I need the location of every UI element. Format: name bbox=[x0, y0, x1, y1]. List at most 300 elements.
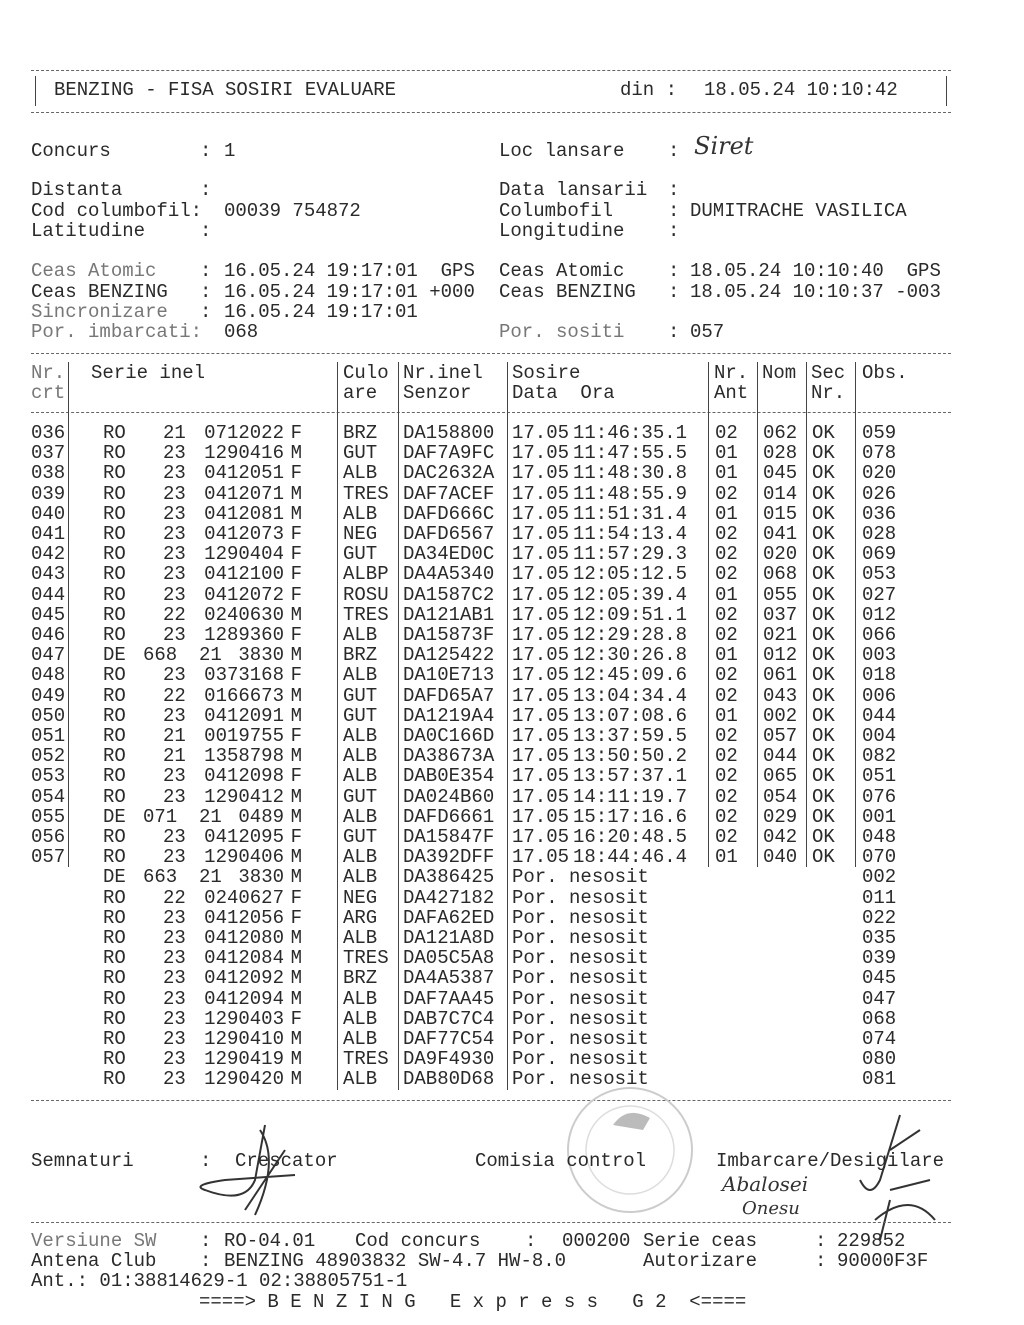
cell-ring-number: 1290410 bbox=[204, 1028, 284, 1050]
cell-sec-nr: OK bbox=[812, 725, 835, 747]
cell-ora: 11:48:55.9 bbox=[573, 482, 688, 505]
cell-sex: M bbox=[290, 866, 302, 889]
cell-ring-number: 1290419 bbox=[204, 1048, 284, 1071]
cell-country: RO bbox=[103, 826, 126, 848]
cell-data: 17.05 bbox=[512, 523, 570, 545]
cell-senzor: DA125422 bbox=[403, 644, 495, 667]
cell-sec-nr: OK bbox=[812, 745, 835, 768]
cell-culoare: ROSU bbox=[343, 583, 389, 606]
header-sec-2: Nr. bbox=[811, 382, 846, 404]
cell-senzor: DA121AB1 bbox=[403, 603, 495, 626]
cell-nr-ant: 02 bbox=[715, 826, 738, 848]
cell-data: 17.05 bbox=[512, 846, 570, 869]
cell-nom: 040 bbox=[763, 846, 798, 869]
cell-ring-number: 0412080 bbox=[204, 927, 284, 949]
autorizare-value: 90000F3F bbox=[837, 1250, 929, 1272]
header-obs: Obs. bbox=[862, 362, 908, 384]
cell-senzor: DAB80D68 bbox=[403, 1068, 495, 1091]
cell-nr-ant: 02 bbox=[715, 624, 738, 646]
cell-year: 23 bbox=[163, 785, 186, 808]
cell-culoare: ALB bbox=[343, 725, 378, 747]
cell-country: RO bbox=[103, 967, 126, 990]
cell-ora: 12:05:39.4 bbox=[573, 583, 688, 606]
cell-obs: 047 bbox=[862, 987, 897, 1010]
cell-ora: 11:51:31.4 bbox=[573, 502, 688, 525]
cell-culoare: ALB bbox=[343, 1068, 378, 1091]
cell-senzor: DA15847F bbox=[403, 826, 495, 848]
cell-obs: 074 bbox=[862, 1028, 897, 1050]
header-box-bottom bbox=[31, 112, 951, 113]
cell-sex: M bbox=[290, 442, 302, 465]
cell-nr-crt: 037 bbox=[31, 442, 66, 465]
colon: : bbox=[200, 281, 212, 303]
cell-obs: 066 bbox=[862, 624, 897, 646]
cell-ora: 12:05:12.5 bbox=[573, 563, 688, 586]
cell-culoare: BRZ bbox=[343, 967, 378, 990]
header-senzor-1: Nr.inel bbox=[403, 362, 483, 384]
cell-nr-crt: 039 bbox=[31, 482, 66, 505]
cell-ora: 18:44:46.4 bbox=[573, 846, 688, 869]
header-serie-inel: Serie inel bbox=[91, 362, 206, 384]
cell-year: 23 bbox=[163, 482, 186, 505]
cell-obs: 003 bbox=[862, 644, 897, 667]
cell-nr-ant: 02 bbox=[715, 785, 738, 808]
cell-country: RO bbox=[103, 1007, 126, 1030]
cell-nom: 014 bbox=[763, 482, 798, 505]
cell-culoare: ALB bbox=[343, 462, 378, 485]
cell-country: RO bbox=[103, 745, 126, 768]
start-benzing-value: 16.05.24 19:17:01 +000 bbox=[224, 281, 475, 303]
cell-obs: 059 bbox=[862, 422, 897, 444]
cell-sex: F bbox=[290, 886, 302, 909]
cell-data: Por. nesosit bbox=[512, 1007, 649, 1030]
cell-culoare: ALB bbox=[343, 745, 378, 768]
cell-nr-crt: 056 bbox=[31, 826, 66, 848]
cell-year: 22 bbox=[163, 886, 186, 909]
cell-ring-number: 1289360 bbox=[204, 624, 284, 646]
cell-country: RO bbox=[103, 422, 126, 444]
cell-sec-nr: OK bbox=[812, 624, 835, 646]
cell-sex: M bbox=[290, 745, 302, 768]
cell-senzor: DA38673A bbox=[403, 745, 495, 768]
cell-nom: 015 bbox=[763, 502, 798, 525]
cod-concurs-label: Cod concurs bbox=[355, 1230, 481, 1252]
cell-year: 23 bbox=[163, 624, 186, 646]
cell-year: 21 bbox=[199, 866, 222, 889]
colon: : bbox=[200, 179, 212, 201]
cell-sec-nr: OK bbox=[812, 846, 835, 869]
cell-country: RO bbox=[103, 1068, 126, 1091]
cell-year: 23 bbox=[163, 906, 186, 929]
cell-country: RO bbox=[103, 1028, 126, 1050]
cell-nom: 028 bbox=[763, 442, 798, 465]
column-divider bbox=[68, 362, 69, 867]
cell-obs: 035 bbox=[862, 927, 897, 949]
cell-ring-number: 0412094 bbox=[204, 987, 284, 1010]
cell-sex: M bbox=[290, 704, 302, 727]
concurs-value: 1 bbox=[224, 140, 236, 162]
cell-senzor: DAFA62ED bbox=[403, 906, 495, 929]
cell-culoare: TRES bbox=[343, 603, 389, 626]
cell-data: 17.05 bbox=[512, 563, 570, 586]
cell-senzor: DAFD6567 bbox=[403, 523, 495, 545]
cell-sec-nr: OK bbox=[812, 805, 835, 828]
end-benzing-label: Ceas BENZING bbox=[499, 281, 636, 303]
cell-sex: F bbox=[290, 583, 302, 606]
cell-country: RO bbox=[103, 906, 126, 929]
imbarcati-label: Por. imbarcati: bbox=[31, 321, 203, 343]
cell-year: 21 bbox=[163, 745, 186, 768]
cell-sec-nr: OK bbox=[812, 644, 835, 667]
cell-ora: 13:37:59.5 bbox=[573, 725, 688, 747]
cell-data: 17.05 bbox=[512, 644, 570, 667]
cell-sec-nr: OK bbox=[812, 543, 835, 566]
cell-senzor: DA4A5340 bbox=[403, 563, 495, 586]
cell-culoare: GUT bbox=[343, 785, 378, 808]
cell-sex: M bbox=[290, 482, 302, 505]
cell-sec-nr: OK bbox=[812, 502, 835, 525]
signature-rule bbox=[31, 1222, 951, 1223]
cell-senzor: DAB7C7C4 bbox=[403, 1007, 495, 1030]
cell-nom: 055 bbox=[763, 583, 798, 606]
cell-obs: 053 bbox=[862, 563, 897, 586]
colon: : bbox=[668, 179, 680, 201]
cell-ring-number: 0712022 bbox=[204, 422, 284, 444]
cell-ring-number: 1290416 bbox=[204, 442, 284, 465]
cell-culoare: ALB bbox=[343, 765, 378, 788]
cell-culoare: ALB bbox=[343, 987, 378, 1010]
cell-obs: 004 bbox=[862, 725, 897, 747]
cell-nr-crt: 043 bbox=[31, 563, 66, 586]
colon: : bbox=[668, 200, 680, 222]
cell-ring-number: 0412084 bbox=[204, 947, 284, 970]
cell-ora: 12:45:09.6 bbox=[573, 664, 688, 687]
cell-nom: 044 bbox=[763, 745, 798, 768]
cell-ora: 11:47:55.5 bbox=[573, 442, 688, 465]
cell-sex: F bbox=[290, 725, 302, 747]
cell-sec-nr: OK bbox=[812, 482, 835, 505]
concurs-label: Concurs bbox=[31, 140, 111, 162]
din-label: din : bbox=[620, 79, 678, 101]
cell-nr-ant: 02 bbox=[715, 603, 738, 626]
header-sosire-2: Data Ora bbox=[512, 382, 615, 404]
cell-year: 23 bbox=[163, 543, 186, 566]
cell-senzor: DAB0E354 bbox=[403, 765, 495, 788]
cell-culoare: ALB bbox=[343, 805, 378, 828]
cell-nr-ant: 02 bbox=[715, 664, 738, 687]
cell-year: 23 bbox=[163, 704, 186, 727]
column-divider bbox=[337, 362, 338, 1090]
cell-ring-number: 0373168 bbox=[204, 664, 284, 687]
cell-sec-nr: OK bbox=[812, 704, 835, 727]
cell-ora: 11:54:13.4 bbox=[573, 523, 688, 545]
cell-region: 668 bbox=[143, 644, 178, 667]
cell-culoare: GUT bbox=[343, 543, 378, 566]
cell-sec-nr: OK bbox=[812, 523, 835, 545]
header-sec-1: Sec bbox=[811, 362, 846, 384]
cell-sex: F bbox=[290, 422, 302, 444]
cell-culoare: NEG bbox=[343, 523, 378, 545]
colon: : bbox=[668, 260, 680, 282]
handwritten-name: Abalosei bbox=[722, 1172, 809, 1196]
cell-ring-number: 0412073 bbox=[204, 523, 284, 545]
cell-obs: 080 bbox=[862, 1048, 897, 1071]
cell-senzor: DA10E713 bbox=[403, 664, 495, 687]
cell-senzor: DAC2632A bbox=[403, 462, 495, 485]
cell-obs: 020 bbox=[862, 462, 897, 485]
cell-data: 17.05 bbox=[512, 422, 570, 444]
cell-sex: F bbox=[290, 1007, 302, 1030]
cell-ora: 12:30:26.8 bbox=[573, 644, 688, 667]
cell-nr-ant: 02 bbox=[715, 725, 738, 747]
cell-sex: M bbox=[290, 987, 302, 1010]
longitudine-label: Longitudine bbox=[499, 220, 625, 242]
cell-ring-number: 0412071 bbox=[204, 482, 284, 505]
cell-sec-nr: OK bbox=[812, 684, 835, 707]
columbofil-label: Columbofil bbox=[499, 200, 614, 222]
colon: : bbox=[200, 220, 212, 242]
cell-country: RO bbox=[103, 947, 126, 970]
cell-nr-ant: 01 bbox=[715, 583, 738, 606]
cell-nom: 054 bbox=[763, 785, 798, 808]
cell-year: 23 bbox=[163, 967, 186, 990]
cell-nom: 037 bbox=[763, 603, 798, 626]
cell-ora: 16:20:48.5 bbox=[573, 826, 688, 848]
cell-data: Por. nesosit bbox=[512, 886, 649, 909]
cell-obs: 026 bbox=[862, 482, 897, 505]
cell-obs: 006 bbox=[862, 684, 897, 707]
cell-senzor: DAF7AA45 bbox=[403, 987, 495, 1010]
end-benzing-value: 18.05.24 10:10:37 -003 bbox=[690, 281, 941, 303]
cell-country: RO bbox=[103, 785, 126, 808]
cell-sec-nr: OK bbox=[812, 563, 835, 586]
cell-ring-number: 1358798 bbox=[204, 745, 284, 768]
cell-country: DE bbox=[103, 866, 126, 889]
cell-sex: M bbox=[290, 1048, 302, 1071]
cell-culoare: ALB bbox=[343, 927, 378, 949]
cell-obs: 002 bbox=[862, 866, 897, 889]
semnaturi-label: Semnaturi bbox=[31, 1150, 134, 1172]
cell-nom: 061 bbox=[763, 664, 798, 687]
cell-obs: 070 bbox=[862, 846, 897, 869]
cell-sex: F bbox=[290, 523, 302, 545]
cell-nr-crt: 046 bbox=[31, 624, 66, 646]
cell-culoare: ALB bbox=[343, 502, 378, 525]
cell-data: 17.05 bbox=[512, 624, 570, 646]
cell-year: 23 bbox=[163, 523, 186, 545]
cell-nom: 065 bbox=[763, 765, 798, 788]
crescator-label: Crescator bbox=[235, 1150, 338, 1172]
cell-ring-number: 0412091 bbox=[204, 704, 284, 727]
cell-country: RO bbox=[103, 583, 126, 606]
cell-country: RO bbox=[103, 886, 126, 909]
cell-data: Por. nesosit bbox=[512, 987, 649, 1010]
colon: : bbox=[668, 220, 680, 242]
cell-nr-crt: 048 bbox=[31, 664, 66, 687]
cell-country: RO bbox=[103, 482, 126, 505]
cell-year: 23 bbox=[163, 846, 186, 869]
cell-year: 23 bbox=[163, 927, 186, 949]
cell-sex: M bbox=[290, 967, 302, 990]
cell-country: RO bbox=[103, 987, 126, 1010]
cell-culoare: TRES bbox=[343, 1048, 389, 1071]
cell-sex: M bbox=[290, 846, 302, 869]
autorizare-label: Autorizare bbox=[643, 1250, 758, 1272]
cell-sec-nr: OK bbox=[812, 422, 835, 444]
cell-obs: 081 bbox=[862, 1068, 897, 1091]
cell-senzor: DA34ED0C bbox=[403, 543, 495, 566]
cell-data: 17.05 bbox=[512, 543, 570, 566]
cell-year: 23 bbox=[163, 826, 186, 848]
cell-obs: 048 bbox=[862, 826, 897, 848]
cell-nr-crt: 054 bbox=[31, 785, 66, 808]
cell-culoare: BRZ bbox=[343, 644, 378, 667]
cell-senzor: DA386425 bbox=[403, 866, 495, 889]
cell-senzor: DA1587C2 bbox=[403, 583, 495, 606]
colon: : bbox=[200, 1150, 212, 1172]
header-nom: Nom bbox=[762, 362, 797, 384]
cell-ring-number: 1290403 bbox=[204, 1007, 284, 1030]
cell-nr-ant: 02 bbox=[715, 765, 738, 788]
cell-culoare: ALB bbox=[343, 846, 378, 869]
distanta-label: Distanta bbox=[31, 179, 123, 201]
cell-ora: 13:57:37.1 bbox=[573, 765, 688, 788]
cell-ring-number: 3830 bbox=[238, 644, 284, 667]
colon: : bbox=[815, 1230, 827, 1252]
cell-year: 23 bbox=[163, 442, 186, 465]
cell-nr-ant: 02 bbox=[715, 745, 738, 768]
cell-year: 23 bbox=[163, 583, 186, 606]
cell-ring-number: 0412098 bbox=[204, 765, 284, 788]
serie-ceas-label: Serie ceas bbox=[643, 1230, 758, 1252]
cell-country: RO bbox=[103, 442, 126, 465]
imbarcare-label: Imbarcare/Desigilare bbox=[716, 1150, 945, 1172]
header-box-right bbox=[946, 76, 947, 106]
cell-country: RO bbox=[103, 563, 126, 586]
cell-year: 22 bbox=[163, 684, 186, 707]
cell-nr-ant: 01 bbox=[715, 462, 738, 485]
cell-data: 17.05 bbox=[512, 502, 570, 525]
cell-senzor: DA4A5387 bbox=[403, 967, 495, 990]
antenna-ids: Ant.: 01:38814629-1 02:38805751-1 bbox=[31, 1270, 408, 1292]
cell-obs: 018 bbox=[862, 664, 897, 687]
cell-country: RO bbox=[103, 765, 126, 788]
cell-country: RO bbox=[103, 1048, 126, 1071]
cell-sec-nr: OK bbox=[812, 462, 835, 485]
colon: : bbox=[200, 260, 212, 282]
cell-year: 23 bbox=[163, 563, 186, 586]
cell-culoare: ALB bbox=[343, 664, 378, 687]
cell-ora: 11:46:35.1 bbox=[573, 422, 688, 444]
cell-obs: 012 bbox=[862, 603, 897, 626]
cell-obs: 076 bbox=[862, 785, 897, 808]
cell-year: 23 bbox=[163, 664, 186, 687]
column-divider bbox=[806, 362, 807, 867]
cell-nom: 002 bbox=[763, 704, 798, 727]
cell-country: RO bbox=[103, 624, 126, 646]
cell-data: 17.05 bbox=[512, 442, 570, 465]
cell-obs: 011 bbox=[862, 886, 897, 909]
cell-culoare: GUT bbox=[343, 684, 378, 707]
cell-data: 17.05 bbox=[512, 482, 570, 505]
cell-sex: F bbox=[290, 624, 302, 646]
cell-country: RO bbox=[103, 462, 126, 485]
cell-sex: M bbox=[290, 927, 302, 949]
cell-ora: 13:50:50.2 bbox=[573, 745, 688, 768]
cell-senzor: DA121A8D bbox=[403, 927, 495, 949]
cell-data: 17.05 bbox=[512, 725, 570, 747]
cell-data: 17.05 bbox=[512, 765, 570, 788]
cell-obs: 044 bbox=[862, 704, 897, 727]
cell-data: Por. nesosit bbox=[512, 1028, 649, 1050]
cell-senzor: DA1219A4 bbox=[403, 704, 495, 727]
loc-lansare-value: Siret bbox=[694, 132, 754, 160]
cell-ring-number: 0412081 bbox=[204, 502, 284, 525]
cell-senzor: DA15873F bbox=[403, 624, 495, 646]
header-senzor-2: Senzor bbox=[403, 382, 472, 404]
cell-sec-nr: OK bbox=[812, 664, 835, 687]
cell-data: Por. nesosit bbox=[512, 906, 649, 929]
cell-ora: 15:17:16.6 bbox=[573, 805, 688, 828]
cell-nr-crt: 057 bbox=[31, 846, 66, 869]
cell-data: 17.05 bbox=[512, 805, 570, 828]
colon: : bbox=[200, 140, 212, 162]
cell-culoare: ALB bbox=[343, 624, 378, 646]
cell-data: Por. nesosit bbox=[512, 927, 649, 949]
cell-ora: 11:48:30.8 bbox=[573, 462, 688, 485]
cell-nr-ant: 02 bbox=[715, 684, 738, 707]
header-box-top bbox=[31, 70, 951, 71]
cell-sex: F bbox=[290, 543, 302, 566]
cell-nr-crt: 049 bbox=[31, 684, 66, 707]
cell-year: 21 bbox=[199, 644, 222, 667]
cell-culoare: ALB bbox=[343, 1007, 378, 1030]
cell-obs: 027 bbox=[862, 583, 897, 606]
cell-country: RO bbox=[103, 927, 126, 949]
cell-senzor: DAF77C54 bbox=[403, 1028, 495, 1050]
cell-nom: 029 bbox=[763, 805, 798, 828]
cell-sec-nr: OK bbox=[812, 603, 835, 626]
cell-country: RO bbox=[103, 523, 126, 545]
cell-ora: 12:29:28.8 bbox=[573, 624, 688, 646]
cell-data: 17.05 bbox=[512, 785, 570, 808]
cell-sex: F bbox=[290, 563, 302, 586]
cell-nr-ant: 02 bbox=[715, 482, 738, 505]
comisia-label: Comisia control bbox=[475, 1150, 647, 1172]
cell-obs: 001 bbox=[862, 805, 897, 828]
cell-ring-number: 1290420 bbox=[204, 1068, 284, 1091]
cod-columbofil-label: Cod columbofil: bbox=[31, 200, 203, 222]
cell-nom: 042 bbox=[763, 826, 798, 848]
cell-year: 22 bbox=[163, 603, 186, 626]
column-divider bbox=[855, 362, 856, 867]
sync-value: 16.05.24 19:17:01 bbox=[224, 301, 418, 323]
cod-columbofil-value: 00039 754872 bbox=[224, 200, 361, 222]
cell-ring-number: 0412092 bbox=[204, 967, 284, 990]
cell-sex: F bbox=[290, 826, 302, 848]
cell-year: 23 bbox=[163, 987, 186, 1010]
brand-line: ====> B E N Z I N G E x p r e s s G 2 <==== bbox=[199, 1291, 747, 1313]
cell-country: RO bbox=[103, 502, 126, 525]
cell-year: 23 bbox=[163, 1007, 186, 1030]
start-atomic-value: 16.05.24 19:17:01 GPS bbox=[224, 260, 475, 282]
cell-sex: F bbox=[290, 462, 302, 485]
sositi-value: 057 bbox=[690, 321, 725, 343]
table-bottom-rule bbox=[31, 1100, 951, 1101]
cell-ring-number: 0412100 bbox=[204, 563, 284, 586]
colon: : bbox=[668, 321, 680, 343]
cell-ora: 13:04:34.4 bbox=[573, 684, 688, 707]
